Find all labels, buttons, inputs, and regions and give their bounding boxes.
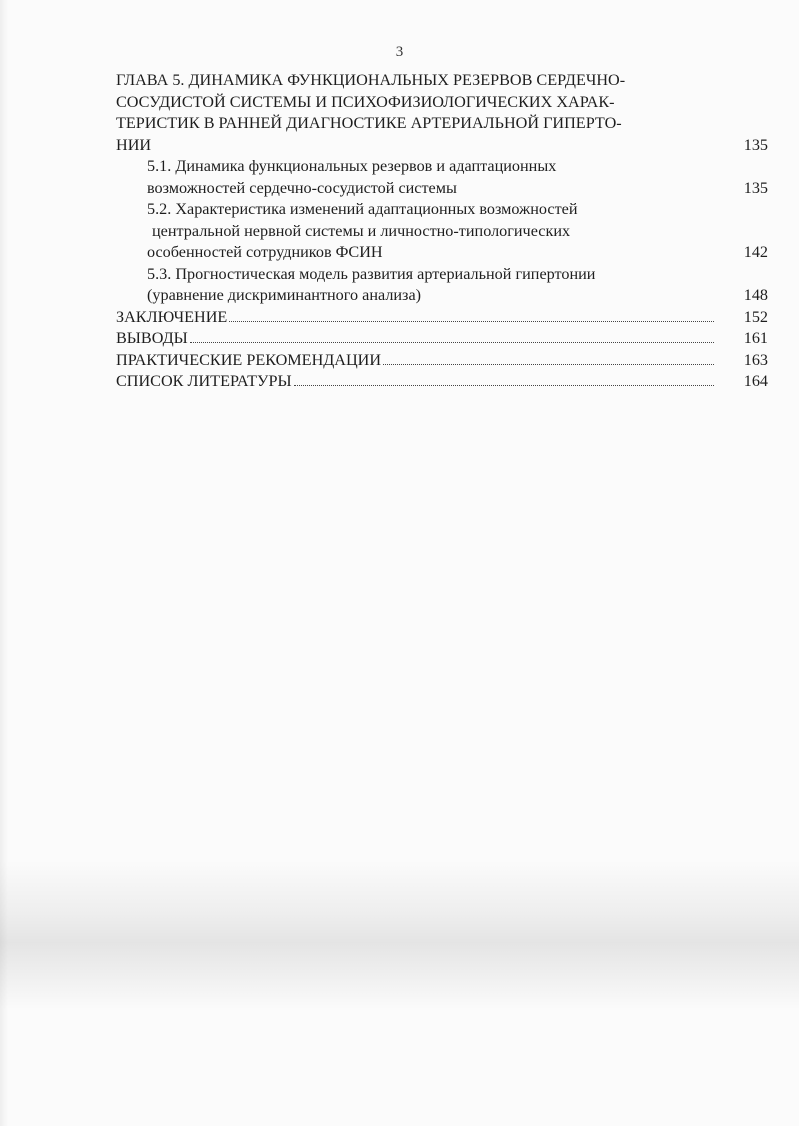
toc-line: 5.2. Характеристика изменений адаптационных возможностей — [147, 200, 578, 218]
page-number: 3 — [395, 44, 404, 60]
toc-label: возможностей сердечно-сосудистой системы — [147, 178, 457, 197]
toc-line — [116, 178, 768, 200]
toc-line — [116, 242, 768, 264]
toc-entry-findings — [116, 328, 768, 350]
toc-label: (уравнение дискриминантного анализа) — [147, 286, 422, 304]
toc-line — [116, 135, 768, 157]
toc-line: центральной нервной системы и личностно-типологических — [152, 221, 571, 240]
table-of-contents — [116, 70, 768, 393]
toc-page-number: 164 — [743, 372, 768, 390]
toc-line: ТЕРИСТИК В РАННЕЙ ДИАГНОСТИКЕ АРТЕРИАЛЬНОЙ ГИПЕРТО- — [116, 114, 622, 132]
toc-entry-recommendations — [116, 350, 768, 372]
toc-page-number: 161 — [743, 329, 768, 347]
scan-shading — [0, 860, 799, 1010]
toc-entry-section-5-1 — [116, 156, 768, 199]
scan-edge-shadow — [0, 0, 8, 1126]
toc-label: ВЫВОДЫ — [116, 329, 188, 347]
toc-entry-references — [116, 371, 768, 393]
toc-page-number: 148 — [743, 286, 768, 304]
toc-label: НИИ — [116, 135, 152, 154]
toc-page-number: 142 — [743, 243, 768, 261]
toc-line — [116, 285, 768, 307]
toc-line: 5.3. Прогностическая модель развития артериальной гипертонии — [147, 264, 596, 283]
toc-label: особенностей сотрудников ФСИН — [147, 243, 383, 261]
toc-page-number: 163 — [743, 350, 768, 369]
toc-label: ЗАКЛЮЧЕНИЕ — [116, 307, 228, 326]
toc-entry-section-5-2 — [116, 199, 768, 264]
dot-leader — [229, 321, 714, 322]
toc-entry-chapter-5 — [116, 70, 768, 156]
toc-entry-conclusion — [116, 307, 768, 329]
dot-leader — [190, 342, 714, 343]
toc-line: ГЛАВА 5. ДИНАМИКА ФУНКЦИОНАЛЬНЫХ РЕЗЕРВОВ СЕРДЕЧНО- — [116, 71, 626, 89]
toc-entry-section-5-3 — [116, 264, 768, 307]
toc-line: 5.1. Динамика функциональных резервов и адаптационных — [147, 157, 557, 175]
dot-leader — [294, 385, 714, 386]
toc-label: СПИСОК ЛИТЕРАТУРЫ — [116, 372, 292, 390]
dot-leader — [383, 364, 714, 365]
toc-label: ПРАКТИЧЕСКИЕ РЕКОМЕНДАЦИИ — [116, 350, 382, 369]
toc-page-number: 135 — [743, 178, 768, 197]
toc-page-number: 152 — [743, 307, 768, 326]
toc-line: СОСУДИСТОЙ СИСТЕМЫ И ПСИХОФИЗИОЛОГИЧЕСКИХ ХАРАК- — [116, 92, 615, 111]
toc-page-number: 135 — [743, 135, 768, 154]
